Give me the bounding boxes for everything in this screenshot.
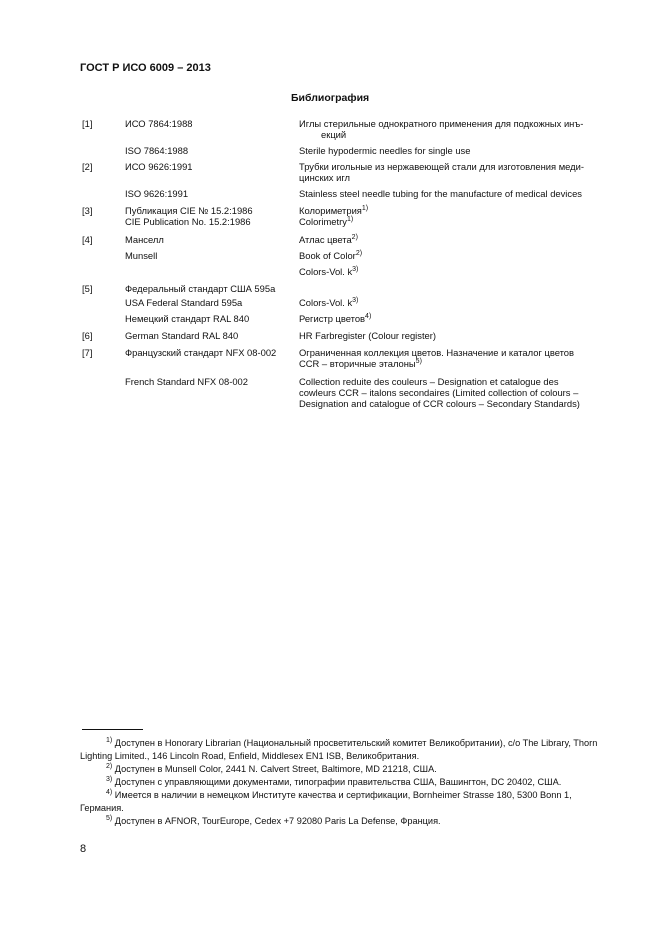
bib-description xyxy=(299,205,368,227)
footnote-separator xyxy=(82,729,143,730)
footnote-ref: 3) xyxy=(352,297,359,304)
footnote-ref: 1) xyxy=(361,205,369,212)
bib-description xyxy=(299,376,580,409)
footnote xyxy=(80,776,617,789)
footnote-mark: 2) xyxy=(106,763,113,770)
bib-source: ISO 9626:1991 xyxy=(125,188,189,199)
bib-description xyxy=(299,313,371,324)
bib-description xyxy=(299,118,605,140)
bib-description-line: Collection reduite des couleurs – Designation et catalogue des xyxy=(299,376,559,387)
bib-description xyxy=(299,347,574,369)
page-number: 8 xyxy=(80,843,87,855)
document-header: ГОСТ Р ИСО 6009 – 2013 xyxy=(80,62,211,74)
footnote-text: Доступен в AFNOR, TourEurope, Cedex +7 92080 Paris La Defense, Франция. xyxy=(114,816,441,826)
bib-description-line: cowleurs CCR – italons secondaires (Limited collection of colours – xyxy=(299,387,579,398)
bib-source-line: Публикация CIE № 15.2:1986 xyxy=(125,205,253,216)
bib-description: Sterile hypodermic needles for single use xyxy=(299,145,471,156)
footnote xyxy=(80,737,617,763)
footnote-mark: 1) xyxy=(106,737,113,744)
bib-description-line: Designation and catalogue of CCR colours – Secondary Standards) xyxy=(299,398,580,409)
bib-description xyxy=(299,234,358,245)
bib-source: Munsell xyxy=(125,250,158,261)
bib-source: ISO 7864:1988 xyxy=(125,145,189,156)
footnote xyxy=(80,789,617,815)
bib-number: [7] xyxy=(82,347,93,358)
bib-source: Французский стандарт NFX 08-002 xyxy=(125,347,277,358)
bib-description-text: Colors-Vol. k xyxy=(299,297,353,308)
bib-source xyxy=(125,205,253,227)
bib-number: [4] xyxy=(82,234,93,245)
bib-number: [6] xyxy=(82,330,93,341)
footnote xyxy=(80,763,617,776)
bib-source: Манселл xyxy=(125,234,164,245)
footnote-ref: 5) xyxy=(415,358,422,365)
bib-description-line: CCR – вторичные эталоны xyxy=(299,358,416,369)
bib-description-line: цинских игл xyxy=(299,172,351,183)
bib-source: ИСО 7864:1988 xyxy=(125,118,193,129)
bib-source-line: CIE Publication No. 15.2:1986 xyxy=(125,216,251,227)
bib-number: [2] xyxy=(82,161,93,172)
section-title: Библиография xyxy=(291,92,370,104)
footnote-ref: 4) xyxy=(365,313,372,320)
bib-source: ИСО 9626:1991 xyxy=(125,161,193,172)
bib-description xyxy=(299,297,358,308)
bib-description-line: екций xyxy=(321,129,347,140)
bib-description-text: Colors-Vol. k xyxy=(299,266,353,277)
footnote-mark: 4) xyxy=(106,789,113,796)
footnote-text: Имеется в наличии в немецком Институте качества и сертификации, Bornheimer Strasse 180, 5300 Bonn 1, Германия. xyxy=(80,790,572,813)
footnote xyxy=(80,815,617,828)
bib-source: Федеральный стандарт США 595а xyxy=(125,283,276,294)
footnote-ref: 3) xyxy=(352,266,359,273)
bib-source: USA Federal Standard 595a xyxy=(125,297,243,308)
bib-description-line: Трубки игольные из нержавеющей стали для изготовления меди- xyxy=(299,161,584,172)
footnote-text: Доступен в Munsell Color, 2441 N. Calvert Street, Baltimore, MD 21218, США. xyxy=(114,764,437,774)
footnote-ref: 2) xyxy=(351,234,358,241)
footnote-mark: 3) xyxy=(106,776,113,783)
bib-source: Немецкий стандарт RAL 840 xyxy=(125,313,250,324)
footnote-mark: 5) xyxy=(106,815,113,822)
footnote-ref: 1) xyxy=(346,216,354,223)
bib-description-text: Регистр цветов xyxy=(299,313,366,324)
bib-description-text: Атлас цвета xyxy=(299,234,352,245)
bib-number: [1] xyxy=(82,118,93,129)
bib-description: HR Farbregister (Colour register) xyxy=(299,330,437,341)
bib-description-line: Colorimetry xyxy=(299,216,347,227)
bib-number: [5] xyxy=(82,283,93,294)
bib-description xyxy=(299,266,358,277)
footnote-text: Доступен с управляющими документами, типографии правительства США, Вашингтон, DC 20402, США. xyxy=(114,777,562,787)
bib-description: Stainless steel needle tubing for the manufacture of medical devices xyxy=(299,188,582,199)
bib-description-text: Book of Color xyxy=(299,250,356,261)
bib-description-line: Колориметрия xyxy=(299,205,362,216)
bib-description-line: Иглы стерильные однократного применения для подкожных инъ- xyxy=(299,118,584,129)
bib-description xyxy=(299,250,362,261)
footnote-text: Доступен в Honorary Librarian (Национальный просветительский комитет Великобритании), c/o The Library, Thorn Lighting Limited., 146 Lincoln Road, Enfield, Middlesex EN1 ISB, Великобритания. xyxy=(80,738,598,761)
bib-description-line: Ограниченная коллекция цветов. Назначение и каталог цветов xyxy=(299,347,574,358)
bib-number: [3] xyxy=(82,205,93,216)
bib-source: German Standard RAL 840 xyxy=(125,330,239,341)
bib-source: French Standard NFX 08-002 xyxy=(125,376,248,387)
footnote-ref: 2) xyxy=(355,250,363,257)
bib-description xyxy=(299,161,605,183)
